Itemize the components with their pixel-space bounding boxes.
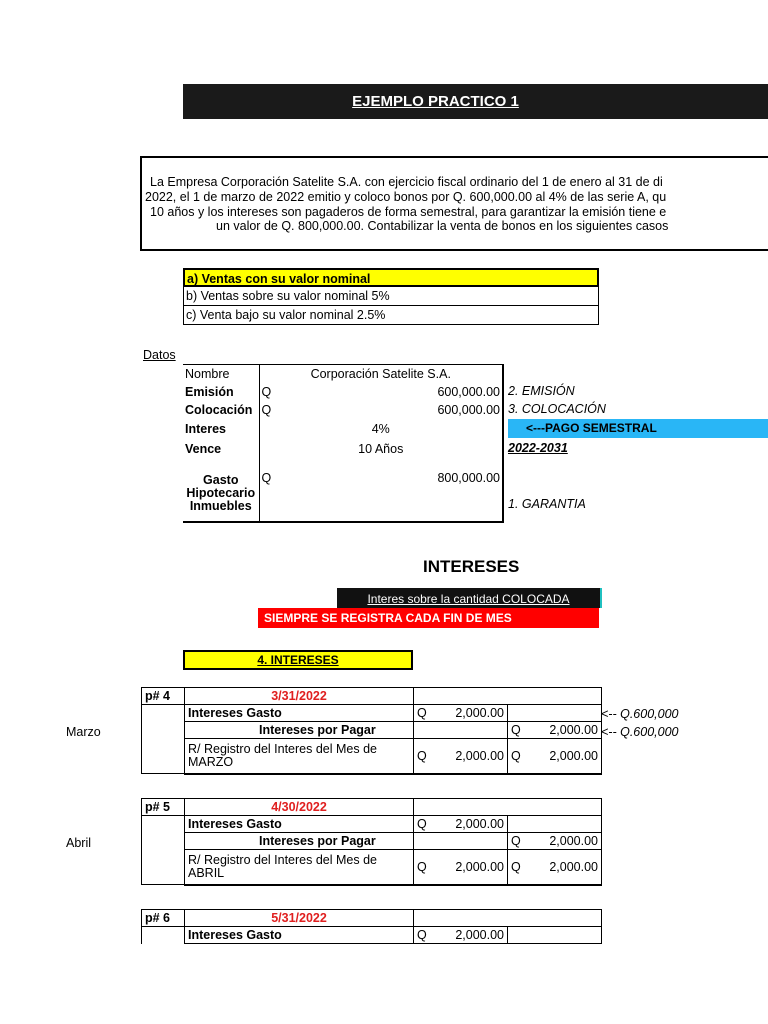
pago-semestral-badge: <---PAGO SEMESTRAL — [508, 419, 768, 438]
month-label: Marzo — [66, 725, 101, 739]
credit-total: Q 2,000.00 — [508, 739, 602, 774]
journal-entry-4 — [141, 687, 602, 775]
page-title: EJEMPLO PRACTICO 1 — [183, 84, 768, 119]
note-years: 2022-2031 — [508, 441, 568, 455]
debit-account: Intereses Gasto — [185, 705, 414, 722]
note-emision: 2. EMISIÓN — [508, 384, 575, 398]
datos-table — [183, 364, 504, 523]
intereses-title: INTERESES — [423, 557, 520, 576]
debit-account: Intereses Gasto — [185, 816, 414, 833]
credit-total: Q 2,000.00 — [508, 850, 602, 885]
problem-line: un valor de Q. 800,000.00. Contabilizar la venta de bonos en los siguientes casos — [216, 219, 669, 233]
entry-number: p# 4 — [142, 688, 185, 705]
entry-description: R/ Registro del Interes del Mes de ABRIL — [185, 850, 414, 885]
vence-value: 10 Años — [259, 439, 503, 459]
debit-account: Intereses Gasto — [185, 927, 414, 944]
note-garantia: 1. GARANTIA — [508, 497, 586, 511]
cases-list — [183, 268, 599, 325]
entry-date: 5/31/2022 — [185, 910, 414, 927]
datos-label: Datos — [143, 348, 176, 362]
gasto-value: Q 800,000.00 — [259, 459, 503, 522]
colocacion-value: Q 600,000.00 — [259, 401, 503, 419]
case-a: a) Ventas con su valor nominal — [183, 268, 599, 287]
debit-amount: Q 2,000.00 — [414, 705, 508, 722]
vence-label: Vence — [183, 439, 259, 459]
interes-value: 4% — [259, 419, 503, 439]
entry-date: 4/30/2022 — [185, 799, 414, 816]
case-c: c) Venta bajo su valor nominal 2.5% — [183, 306, 599, 325]
emision-label: Emisión — [183, 383, 259, 401]
problem-line: 2022, el 1 de marzo de 2022 emitio y coloco bonos por Q. 600,000.00 al 4% de las serie A, qu — [145, 190, 667, 204]
nombre-label: Nombre — [183, 365, 259, 384]
case-b: b) Ventas sobre su valor nominal 5% — [183, 287, 599, 306]
nombre-value: Corporación Satelite S.A. — [259, 365, 503, 384]
debit-amount: Q 2,000.00 — [414, 816, 508, 833]
problem-line: 10 años y los intereses son pagaderos de forma semestral, para garantizar la emisión tiene e — [150, 205, 667, 219]
credit-amount: Q 2,000.00 — [508, 833, 602, 850]
entry-number: p# 5 — [142, 799, 185, 816]
colocacion-label: Colocación — [183, 401, 259, 419]
entry-date: 3/31/2022 — [185, 688, 414, 705]
problem-statement — [140, 156, 768, 251]
note-colocacion: 3. COLOCACIÓN — [508, 402, 606, 416]
entry-description: R/ Registro del Interes del Mes de MARZO — [185, 739, 414, 774]
journal-entry-6 — [141, 909, 602, 944]
problem-line: La Empresa Corporación Satelite S.A. con ejercicio fiscal ordinario del 1 de enero al 31 de di — [150, 175, 663, 189]
month-label: Abril — [66, 836, 92, 850]
debit-total: Q 2,000.00 — [414, 850, 508, 885]
journal-entry-5 — [141, 798, 602, 886]
fin-de-mes-banner: SIEMPRE SE REGISTRA CADA FIN DE MES — [258, 608, 599, 628]
side-note: <-- Q.600,000 — [601, 725, 679, 739]
side-note: <-- Q.600,000 — [601, 707, 679, 721]
credit-amount: Q 2,000.00 — [508, 722, 602, 739]
emision-value: Q 600,000.00 — [259, 383, 503, 401]
credit-account: Intereses por Pagar — [185, 722, 414, 739]
debit-amount: Q 2,000.00 — [414, 927, 508, 944]
colocada-banner: Interes sobre la cantidad COLOCADA — [337, 588, 602, 608]
intereses-section-label: 4. INTERESES — [183, 650, 413, 670]
debit-total: Q 2,000.00 — [414, 739, 508, 774]
entry-number: p# 6 — [142, 910, 185, 927]
gasto-label: Gasto Hipotecario Inmuebles — [183, 459, 259, 522]
interes-label: Interes — [183, 419, 259, 439]
credit-account: Intereses por Pagar — [185, 833, 414, 850]
